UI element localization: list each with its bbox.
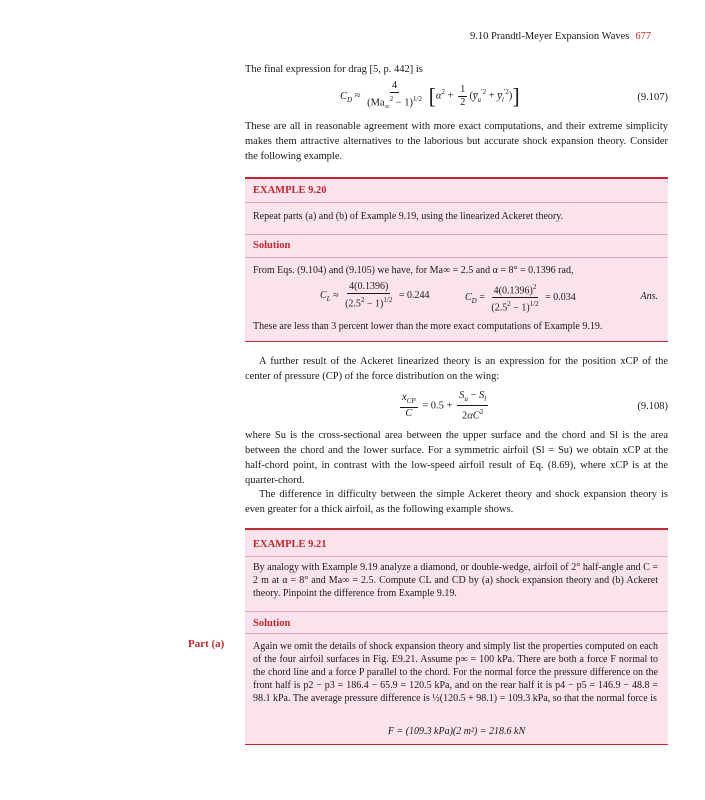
where-paragraph: where Su is the cross-sectional area between the upper surface and the chord and Sl is the area between the chord and the lower surface. For a symmetric airfoil (Sl = Su) we obtain xCP at the half-chord point, in contrast with the low-speed airfoil result of Eq. (8.69), where xCP is at the quarter-chord. [245, 430, 668, 486]
example-9-20-box [245, 177, 668, 342]
divider [245, 556, 668, 557]
cd-result: = 0.034 [545, 292, 576, 304]
divider [245, 257, 668, 258]
divider [245, 633, 668, 634]
cd-equation: $C_D$ = $\frac{4(0.1396)^2}{(2.5^2 - 1)^{1/2}}$ = 0.034 [465, 283, 576, 314]
part-a-label: Part (a) [188, 638, 225, 650]
divider [245, 234, 668, 235]
example-title: EXAMPLE 9.20 [253, 185, 327, 196]
solution-label: Solution [253, 240, 291, 251]
equation-9-107: $C_D$ ≈ $\frac{4}{(Ma_\infty^2 - 1)^{1/2}}$ [$\alpha^2$ + $\frac{1}{2}$ ($y̅_u^{'2}$ + $y̅_l^{'2}$)] [340, 80, 520, 111]
solution-text: From Eqs. (9.104) and (9.105) we have, for Ma∞ = 2.5 and α = 8° = 0.1396 rad, [253, 265, 574, 276]
cl-result: = 0.244 [398, 289, 430, 301]
example-problem: Repeat parts (a) and (b) of Example 9.19, using the linearized Ackeret theory. [253, 211, 564, 222]
solution-label: Solution [253, 618, 291, 629]
divider [245, 202, 668, 203]
answer-label: Ans. [640, 291, 658, 302]
equation-9-108: $\frac{x_{CP}}{C}$ = 0.5 + $\frac{S_u - S_l}{2\alpha C^2}$ [402, 390, 487, 422]
example-9-21-box [245, 528, 668, 745]
divider [245, 611, 668, 612]
force-equation: F = (109.3 kPa)(2 m²) = 218.6 kN [387, 726, 526, 737]
ackeret-paragraph: A further result of the Ackeret linearized theory is an expression for the position xCP of the center of pressure (CP) of the force distribution on the wing: [245, 356, 668, 382]
equation-number-9-108: (9.108) [637, 401, 668, 412]
example-title: EXAMPLE 9.21 [253, 539, 327, 550]
page-number: 677 [635, 31, 652, 42]
cl-equation: $C_L$ ≈ $\frac{4(0.1396)}{(2.5^2 - 1)^{1/2}}$ = 0.244 [320, 281, 430, 310]
example-conclusion: These are less than 3 percent lower than the more exact computations of Example 9.19. [253, 321, 603, 332]
example-problem: By analogy with Example 9.19 analyze a diamond, or double-wedge, airfoil of 2° half-angle and C = 2 m at α = 8° and Ma∞ = 2.5. Compute CL and CD by (a) shock expansion theory and (b) Ackeret theory. Pinpoint the difference from Example 9.19. [253, 562, 658, 599]
equation-number-9-107: (9.107) [637, 92, 668, 103]
section-title: 9.10 Prandtl-Meyer Expansion Waves [470, 31, 630, 42]
drag-intro-paragraph: The final expression for drag [5, p. 442] is [245, 64, 423, 75]
difference-paragraph: The difference in difficulty between the simple Ackeret theory and shock expansion theory is even greater for a thick airfoil, as the following example shows. [245, 489, 668, 515]
running-header [470, 31, 651, 42]
agreement-paragraph: These are all in reasonable agreement with more exact computations, and their extreme simplicity makes them attractive alternatives to the laborious but accurate shock expansion theory. Consider the following example. [245, 121, 668, 162]
part-a-text: Again we omit the details of shock expansion theory and simply list the properties computed on each of the four airfoil surfaces in Fig. E9.21. Assume p∞ = 100 kPa. There are both a force F normal to the chord line and a force P parallel to the chord. For the normal force the pressure difference on the front half is p2 − p3 = 186.4 − 65.9 = 120.5 kPa, and on the rear half it is p4 − p5 = 146.9 − 48.8 = 98.1 kPa. The average pressure difference is ½(120.5 + 98.1) = 109.3 kPa, so that the normal force is [253, 641, 658, 704]
